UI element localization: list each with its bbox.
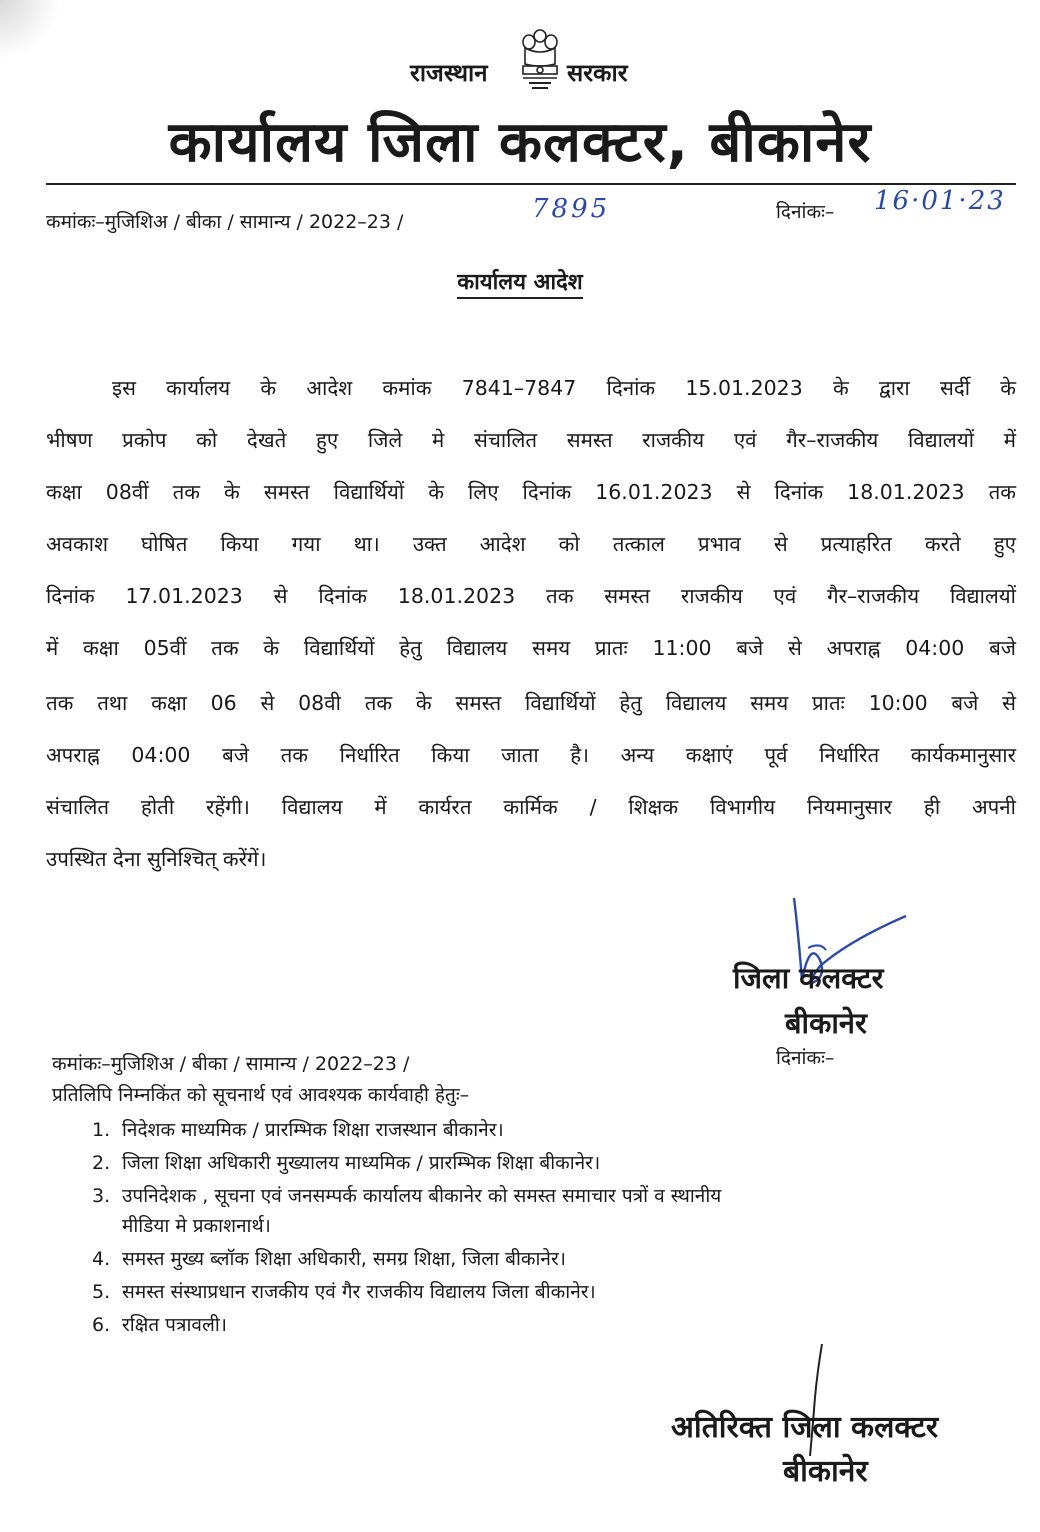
order-body-line: भीषण प्रकोप को देखते हुए जिले मे संचालित समस्त राजकीय एवं गैर–राजकीय विद्यालयों में [46,428,1016,452]
state-name-right: सरकार [567,59,628,87]
copy-list-item [92,1182,721,1208]
order-body-line: तक तथा कक्षा 06 से 08वी तक के समस्त विद्यार्थियों हेतु विद्यालय समय प्रातः 10:00 बजे से [46,691,1016,715]
order-body-line: अपराह्न 04:00 बजे तक निर्धारित किया जाता है। अन्य कक्षाएं पूर्व निर्धारित कार्यकमानुसार [46,743,1016,767]
copy-reference-number: कमांकः–मुजिशिअ / बीका / सामान्य / 2022–23 / [52,1053,410,1075]
copy-list-item [92,1149,600,1175]
list-item-text: रक्षित पत्रावली। [122,1314,227,1336]
copy-list-item [92,1311,227,1337]
scan-corner-smudge [0,0,60,60]
list-item-number: 1. [92,1119,111,1141]
order-body-line: अवकाश घोषित किया गया था। उक्त आदेश को तत्काल प्रभाव से प्रत्याहरित करते हुए [46,532,1016,556]
handwritten-date: 16·01·23 [874,186,1006,216]
handwritten-reference-number: 7895 [532,194,611,224]
copy-list-item [92,1116,504,1142]
list-item-number: 2. [92,1152,111,1174]
list-item-text: उपनिदेशक , सूचना एवं जनसम्पर्क कार्यालय बीकानेर को समस्त समाचार पत्रों व स्थानीय [122,1185,722,1207]
list-item-text: निदेशक माध्यमिक / प्रारम्भिक शिक्षा राजस्थान बीकानेर। [122,1119,504,1141]
order-title-text: कार्यालय आदेश [457,270,583,299]
copy-date-label: दिनांकः– [776,1047,835,1069]
order-body-line: इस कार्यालय के आदेश कमांक 7841–7847 दिनांक 15.01.2023 के द्वारा सर्दी के [112,376,1016,400]
order-body-line: संचालित होती रहेंगी। विद्यालय में कार्यरत कार्मिक / शिक्षक विभागीय नियमानुसार ही अपनी [46,795,1016,819]
list-item-text: समस्त संस्थाप्रधान राजकीय एवं गैर राजकीय विद्यालय जिला बीकानेर। [122,1281,596,1303]
ashoka-emblem-icon [515,26,565,96]
order-body-line: दिनांक 17.01.2023 से दिनांक 18.01.2023 तक समस्त राजकीय एवं गैर–राजकीय विद्यालयों [46,584,1016,608]
copy-list-item-continuation: मीडिया मे प्रकाशनार्थ। [122,1215,271,1237]
order-body-line: कक्षा 08वीं तक के समस्त विद्यार्थियों के लिए दिनांक 16.01.2023 से दिनांक 18.01.2023 तक [46,480,1016,504]
list-item-number: 6. [92,1314,111,1336]
order-body-line: उपस्थित देना सुनिश्चित् करेंगें। [46,847,267,871]
list-item-number: 5. [92,1281,111,1303]
copy-list-item [92,1278,596,1304]
signatory-place: बीकानेर [785,1006,867,1040]
state-name-left: राजस्थान [410,59,488,87]
header-divider [46,183,1016,185]
copy-intro: प्रतिलिपि निम्नकिंत को सूचनार्थ एवं आवश्यक कार्यवाही हेतुः– [52,1084,470,1106]
signatory-title-2: अतिरिक्त जिला कलक्टर [671,1410,939,1445]
copy-list-item [92,1245,566,1271]
signatory-title: जिला कलक्टर [733,961,884,995]
order-body-line: में कक्षा 05वीं तक के विद्यार्थियों हेतु विद्यालय समय प्रातः 11:00 बजे से अपराह्न 04:00 बजे [46,636,1016,660]
office-title: कार्यालय जिला कलक्टर, बीकानेर [168,110,872,175]
list-item-number: 4. [92,1248,111,1270]
list-item-text: जिला शिक्षा अधिकारी मुख्यालय माध्यमिक / प्रारम्भिक शिक्षा बीकानेर। [122,1152,601,1174]
reference-number: कमांकः–मुजिशिअ / बीका / सामान्य / 2022–23 / [46,211,404,233]
list-item-number: 3. [92,1185,111,1207]
list-item-text: समस्त मुख्य ब्लॉक शिक्षा अधिकारी, समग्र शिक्षा, जिला बीकानेर। [122,1248,566,1270]
order-title [0,266,1040,296]
signatory-place-2: बीकानेर [783,1454,868,1489]
date-label: दिनांकः– [776,201,835,223]
